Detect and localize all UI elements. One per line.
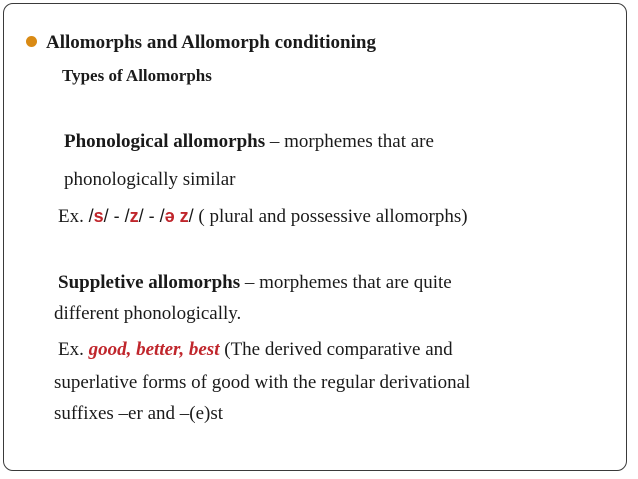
subheading: Types of Allomorphs [62,66,212,85]
suppletive-example-line3: suffixes –er and –(e)st [54,403,224,424]
heading-text: Allomorphs and Allomorph conditioning [46,32,376,53]
slash-separator-1: / - / [103,206,130,226]
suppletive-example-words: good, better, best [88,339,220,360]
suppletive-example-line1 [58,339,453,361]
suppletive-definition-text: – morphemes that are quite [240,272,452,293]
suppletive-definition-line2: different phonologically. [54,303,242,324]
suppletive-definition-line1 [58,272,452,294]
slide-heading [26,32,376,54]
segment-s: s [93,206,104,226]
phonological-example [58,206,468,228]
segment-schwa-z: ə z [164,206,189,226]
phonological-definition-text: – morphemes that are [265,131,434,152]
example-note: ( plural and possessive allomorphs) [193,206,468,227]
slash-close: / [188,206,194,226]
phonological-term: Phonological allomorphs [64,131,266,152]
bullet-dot-icon [26,36,37,47]
suppletive-term: Suppletive allomorphs [58,272,241,293]
segment-z: z [129,206,139,226]
suppletive-example-line2: superlative forms of good with the regular derivational [54,372,471,393]
slash-separator-2: / - / [138,206,165,226]
suppletive-example-rest: (The derived comparative and [219,339,453,360]
phonological-definition-line1 [64,131,434,153]
slide-frame [3,3,627,471]
example-prefix: Ex. [58,206,89,227]
slash-open: / [88,206,94,226]
suppletive-example-prefix: Ex. [58,339,89,360]
phonological-definition-line2: phonologically similar [64,169,236,190]
